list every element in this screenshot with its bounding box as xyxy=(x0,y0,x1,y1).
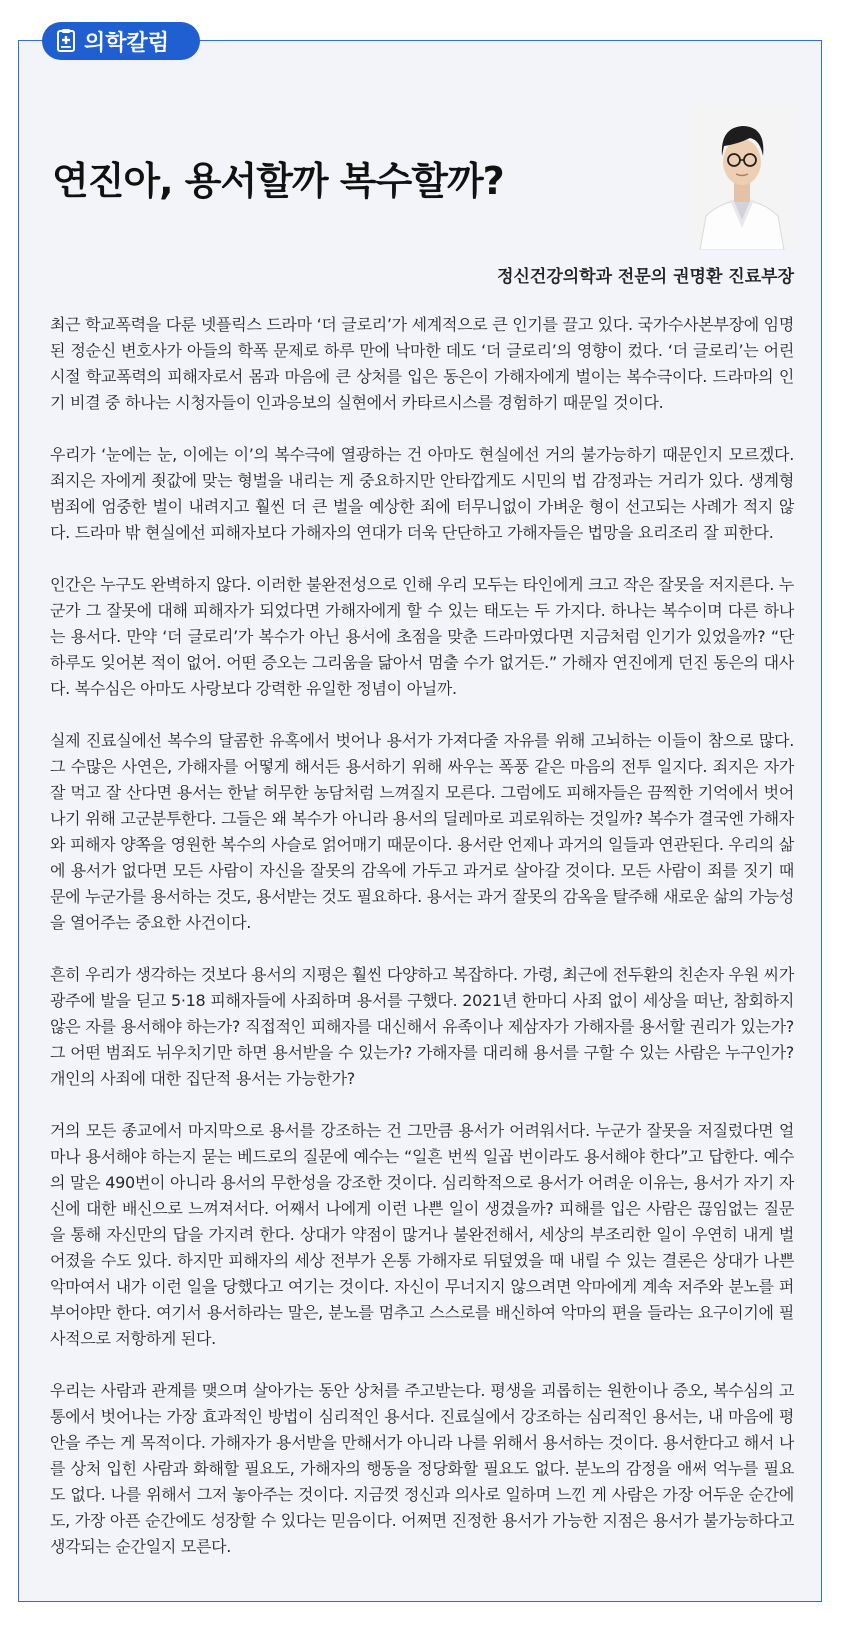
article-paragraph: 실제 진료실에선 복수의 달콤한 유혹에서 벗어나 용서가 가져다줄 자유를 위해 고뇌하는 이들이 참으로 많다. 그 수많은 사연은, 가해자를 어떻게 해서든 용서하기 위해 싸우는 폭풍 같은 마음의 전투 일지다. 죄지은 자가 잘 먹고 잘 산다면 용서는 한낱 허무한 농담처럼 느껴질지 모른다. 그럼에도 피해자들은 끔찍한 기억에서 벗어나기 위해 고군분투한다. 그들은 왜 복수가 아니라 용서의 딜레마로 괴로워하는 것일까? 복수가 결국엔 가해자와 피해자 양쪽을 영원한 복수의 사슬로 얽어매기 때문이다. 용서란 언제나 과거의 일들과 연관된다. 우리의 삶에 용서가 없다면 모든 사람이 자신을 잘못의 감옥에 가두고 과거로 살아갈 것이다. 모든 사람이 죄를 짓기 때문에 누군가를 용서하는 것도, 용서받는 것도 필요하다. 용서는 과거 잘못의 감옥을 탈주해 새로운 삶의 가능성을 열어주는 중요한 사건이다. xyxy=(50,731,794,932)
article-body xyxy=(50,312,794,1586)
medical-clipboard-icon xyxy=(56,29,78,53)
article-paragraph: 인간은 누구도 완벽하지 않다. 이러한 불완전성으로 인해 우리 모두는 타인에게 크고 작은 잘못을 저지른다. 누군가 그 잘못에 대해 피해자가 되었다면 가해자에게 할 수 있는 태도는 두 가지다. 하나는 복수이며 다른 하나는 용서다. 만약 ‘더 글로리’가 복수가 아닌 용서에 초점을 맞춘 드라마였다면 지금처럼 인기가 있었을까? “단 하루도 잊어본 적이 없어. 어떤 증오는 그리움을 닮아서 멈출 수가 없거든.” 가해자 연진에게 던진 동은의 대사다. 복수심은 아마도 사랑보다 강력한 유일한 정념이 아닐까. xyxy=(50,575,794,698)
article-paragraph: 흔히 우리가 생각하는 것보다 용서의 지평은 훨씬 다양하고 복잡하다. 가령, 최근에 전두환의 친손자 우원 씨가 광주에 발을 딛고 5·18 피해자들에 사죄하며 용서를 구했다. 2021년 한마디 사죄 없이 세상을 떠난, 참회하지 않은 자를 용서해야 하는가? 직접적인 피해자를 대신해서 유족이나 제삼자가 가해자를 용서할 권리가 있는가? 그 어떤 범죄도 뉘우치기만 하면 용서받을 수 있는가? 가해자를 대리해 용서를 구할 수 있는 사람은 누구인가? 개인의 사죄에 대한 집단적 용서는 가능한가? xyxy=(50,965,794,1088)
article-title: 연진아, 용서할까 복수할까? xyxy=(52,159,504,203)
author-photo xyxy=(690,104,794,250)
article-paragraph: 우리가 ‘눈에는 눈, 이에는 이’의 복수극에 열광하는 건 아마도 현실에선 거의 불가능하기 때문인지 모르겠다. 죄지은 자에게 죗값에 맞는 형벌을 내리는 게 중요하지만 안타깝게도 시민의 법 감정과는 거리가 있다. 생계형 범죄에 엄중한 벌이 내려지고 훨씬 더 큰 벌을 예상한 죄에 터무니없이 가벼운 형이 선고되는 사례가 적지 않다. 드라마 밖 현실에선 피해자보다 가해자의 연대가 더욱 단단하고 가해자들은 법망을 요리조리 잘 피한다. xyxy=(50,445,794,542)
article-paragraph: 우리는 사람과 관계를 맺으며 살아가는 동안 상처를 주고받는다. 평생을 괴롭히는 원한이나 증오, 복수심의 고통에서 벗어나는 가장 효과적인 방법이 심리적인 용서다. 진료실에서 강조하는 심리적인 용서는, 내 마음에 평안을 주는 게 목적이다. 가해자가 용서받을 만해서가 아니라 나를 위해서 용서하는 것이다. 용서한다고 해서 나를 상처 입힌 사람과 화해할 필요도, 가해자의 행동을 정당화할 필요도 없다. 분노의 감정을 애써 억누를 필요도 없다. 나를 위해서 그저 놓아주는 것이다. 지금껏 정신과 의사로 일하며 느낀 게 사람은 가장 어두운 순간에도, 가장 아픈 순간에도 성장할 수 있다는 믿음이다. 어쩌면 진정한 용서가 가능한 지점은 용서가 불가능하다고 생각되는 순간일지 모른다. xyxy=(50,1381,794,1556)
column-tag-label: 의학칼럼 xyxy=(84,30,170,56)
article-paragraph: 최근 학교폭력을 다룬 넷플릭스 드라마 ‘더 글로리’가 세계적으로 큰 인기를 끌고 있다. 국가수사본부장에 임명된 정순신 변호사가 아들의 학폭 문제로 하루 만에 낙마한 데도 ‘더 글로리’의 영향이 컸다. ‘더 글로리’는 어린 시절 학교폭력의 피해자로서 몸과 마음에 큰 상처를 입은 동은이 가해자에게 벌이는 복수극이다. 드라마의 인기 비결 중 하나는 시청자들이 인과응보의 실현에서 카타르시스를 경험하기 때문일 것이다. xyxy=(50,315,794,412)
article-paragraph: 거의 모든 종교에서 마지막으로 용서를 강조하는 건 그만큼 용서가 어려워서다. 누군가 잘못을 저질렀다면 얼마나 용서해야 하는지 묻는 베드로의 질문에 예수는 “일흔 번씩 일곱 번이라도 용서해야 한다”고 답한다. 예수의 말은 490번이 아니라 용서의 무한성을 강조한 것이다. 심리학적으로 용서가 어려운 이유는, 용서가 자기 자신에 대한 배신으로 느껴져서다. 어째서 나에게 이런 나쁜 일이 생겼을까? 피해를 입은 사람은 끊임없는 질문을 통해 자신만의 답을 가지려 한다. 상대가 약점이 많거나 불완전해서, 세상의 부조리한 일이 우연히 내게 벌어졌을 수도 있다. 하지만 피해자의 세상 전부가 온통 가해자로 뒤덮였을 때 내릴 수 있는 결론은 상대가 나쁜 악마여서 내가 이런 일을 당했다고 여기는 것이다. 자신이 무너지지 않으려면 악마에게 계속 저주와 분노를 퍼부어야만 한다. 여기서 용서하라는 말은, 분노를 멈추고 스스로를 배신하여 악마의 편을 들라는 요구이기에 필사적으로 저항하게 된다. xyxy=(50,1121,794,1348)
column-tag xyxy=(42,22,200,60)
author-byline: 정신건강의학과 전문의 권명환 진료부장 xyxy=(497,267,794,287)
